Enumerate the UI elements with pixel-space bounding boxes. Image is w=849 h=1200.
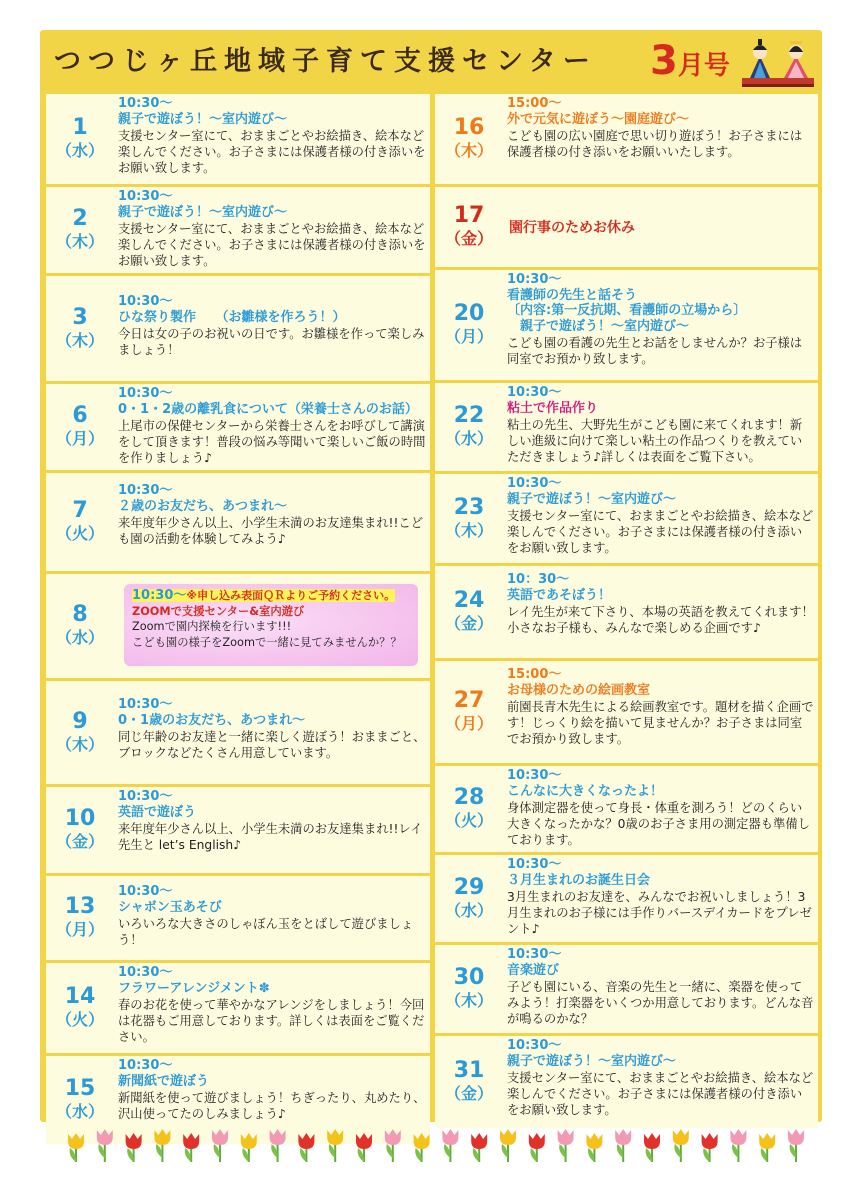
day-entry [435,945,818,1033]
event-description: 来年度年少さん以上、小学生未満のお友達集まれ!!こども園の活動を体験してみよう♪ [118,516,423,546]
tulip-icon [212,1129,228,1162]
event-description: 粘土の先生、大野先生がこども園に来てくれます！新しい進級に向けて楽しい粘土の作品つくりを教えていただきましょう♪詳しくは表面をご覧下さい。 [507,418,803,464]
event-description: いろいろな大きさのしゃぼん玉をとばして遊びましょう！ [118,917,414,947]
day-entry [46,876,430,960]
weekday: （木） [444,141,493,160]
event-time: 10:30～ [132,588,187,603]
event-time: 10:30～ [118,189,173,204]
tulip-icon [270,1129,286,1162]
event-title: ３月生まれのお誕生日会 [507,872,651,888]
weekday: （月） [55,429,104,448]
event-time: 10:30～ [118,294,173,309]
event-title: 0・1・2歳の離乳食について（栄養士さんのお話） [118,401,418,417]
date-label [435,383,503,471]
tulip-icon [126,1133,142,1162]
event-time: 10:30～ [507,947,562,962]
tulip-icon [615,1129,631,1162]
event-title: 親子で遊ぼう！～室内遊び～ [118,204,288,220]
month-suffix: 月号 [677,51,730,81]
month-number: 3 [650,38,678,84]
event-content [507,96,814,160]
day-number: 23 [453,494,485,520]
day-number: 17 [453,203,485,228]
day-entry [46,681,430,784]
day-entry [435,661,818,763]
tulip-icon [730,1129,746,1162]
day-entry [46,276,430,381]
date-label [435,661,503,763]
date-label [46,276,114,381]
event-description: 前園長青木先生による絵画教室です。題材を描く企画です！じっくり絵を描いて見ませんか？お子さまは同室でお預かり致します。 [507,700,814,746]
event-title: ２歳のお友だち、あつまれ～ [118,498,288,514]
event-description: 支援センター室にて、おままごとやお絵描き、絵本など楽しんでください。お子さまには保護者様の付き添いをお願い致します。 [118,222,426,268]
event-content [118,697,426,761]
weekday: （月） [444,714,493,733]
month-label [650,36,730,86]
event-description: 支援センター室にて、おままごとやお絵描き、絵本など楽しんでください。お子さまには保護者様の付き添いをお願い致します。 [118,129,426,175]
weekday: （水） [55,628,104,647]
tulip-icon [241,1133,257,1162]
day-entry [435,474,818,563]
event-title: 0・1歳のお友だち、あつまれ～ [118,712,306,728]
weekday: （水） [444,900,493,920]
reservation-note: ※申し込み表面ＱＲよりご予約ください。 [186,589,396,602]
event-line: こども園の様子をZoomで一緒に見てみませんか？？ [132,635,402,649]
weekday: （木） [444,991,493,1010]
day-number: 16 [453,115,485,140]
day-entry [435,94,818,184]
event-title: こんなに大きくなったよ！ [507,783,664,799]
day-entry [435,383,818,471]
day-entry [435,1036,818,1128]
header [40,30,822,92]
event-time: 10:30～ [118,386,173,401]
event-time: 10:30～ [507,476,562,491]
weekday: （月） [444,327,493,346]
event-title: フラワーアレンジメント✽ [118,980,270,996]
day-number: 10 [64,806,96,831]
day-entry [435,766,818,852]
date-label [46,473,114,571]
weekday: （火） [55,1010,104,1029]
weekday: （火） [55,524,104,543]
event-description: レイ先生が来て下さり、本場の英語を教えてくれます！小さなお子様も、みんなで楽しめる企画です♪ [507,605,814,635]
tulip-icon [356,1133,372,1162]
date-label [435,270,503,380]
event-title: 〔内容:第一反抗期、看護師の立場から〕 [507,303,747,318]
day-entry [46,787,430,873]
tulip-icon [558,1129,574,1162]
weekday: （木） [444,520,493,540]
weekday: （水） [444,429,493,448]
event-title: 英語であそぼう！ [507,587,612,603]
event-content [118,96,426,176]
event-description: こども園の看護の先生とお話をしませんか？お子様は同室でお預かり致します。 [507,336,803,366]
day-number: 31 [453,1058,485,1083]
event-content [118,1058,426,1122]
day-number: 13 [64,894,96,919]
event-title: 外で元気に遊ぼう～園庭遊び～ [507,111,690,127]
tulip-icon [414,1133,430,1162]
date-label [46,94,114,184]
event-content [118,884,426,948]
tulip-icon [183,1133,199,1162]
day-number: 27 [453,688,485,713]
day-entry [46,94,430,184]
weekday: （木） [55,330,104,350]
event-time: 10:30～ [118,789,173,804]
event-content [118,789,426,853]
event-description: 上尾市の保健センターから栄養士さんをお呼びして講演をして頂きます！普段の悩み等聞いて楽しいご飯の時間を作りましょう♪ [118,419,426,465]
event-time: 15:00～ [507,667,562,682]
tulip-icon [327,1129,343,1162]
page-title: つつじヶ丘地域子育て支援センター [54,46,597,77]
event-time: 10:30～ [507,1038,562,1053]
day-number: 3 [72,304,88,330]
weekday: （金） [444,229,493,248]
weekday: （木） [55,232,104,251]
event-description: 3月生まれのお友達を、みんなでお祝いしましょう！3月生まれのお子様には手作りバースデイカードをプレゼント♪ [507,890,812,936]
event-line: Zoomで園内探検を行います!!! [132,620,292,633]
day-entry [46,473,430,571]
event-title: お母様のための絵画教室 [507,682,651,698]
day-entry [435,270,818,380]
event-description: こども園の広い園庭で思い切り遊ぼう！お子さまには保護者様の付き添いをお願いいたします。 [507,129,803,159]
event-content [507,272,814,367]
day-number: 1 [72,115,88,140]
tulip-icon [702,1133,718,1162]
date-label [435,766,503,852]
tulip-icon [586,1133,602,1162]
date-label [46,876,114,960]
event-time: 10:30～ [507,272,562,287]
holiday-notice: 園行事のためお休み [509,220,635,236]
event-title: 粘土で作品作り [507,400,599,416]
tulip-icon [788,1129,804,1162]
day-entry [46,963,430,1053]
event-content [507,572,814,636]
event-title: 親子で遊ぼう！～室内遊び～ [507,1053,677,1069]
tulip-icon [97,1129,113,1162]
event-time: 10:30～ [118,1058,173,1073]
weekday: （木） [55,734,104,754]
weekday: （金） [444,614,493,633]
event-content [507,667,814,747]
event-time: 10:30～ [507,385,562,400]
date-label [46,574,114,678]
event-content [507,385,814,465]
event-description: 春のお花を使って華やかなアレンジをしましょう！今回は花器もご用意しております。詳しくは表面をご覧ください。 [118,998,425,1044]
event-description: 身体測定器を使って身長・体重を測ろう！どのくらい大きくなったかな？0歳のお子さま用の測定器も準備しております。 [507,801,810,847]
event-title: 看護師の先生と話そう [507,287,638,303]
tulip-icon [442,1129,458,1162]
event-content [118,386,426,466]
event-time: 10:30～ [118,96,173,111]
event-description: 今日は女の子のお祝いの日です。お雛様を作って楽しみましょう！ [118,327,425,357]
date-label [435,855,503,942]
event-content [118,189,426,269]
event-time: 10:30～ [118,697,173,712]
event-time: 10:30～ [118,965,173,980]
tulip-icon [471,1133,487,1162]
event-title: 親子で遊ぼう！～室内遊び～ [507,318,690,334]
hina-dolls-icon [740,34,816,88]
event-title: 新聞紙で遊ぼう [118,1073,210,1089]
event-content [118,294,426,358]
event-title: シャボン玉あそび [118,899,222,915]
tulip-icon [298,1133,314,1162]
weekday: （火） [444,811,493,830]
day-number: 7 [72,498,88,523]
tulip-icon [154,1129,170,1162]
date-label [435,945,503,1033]
tulip-icon [673,1129,689,1162]
date-label [46,963,114,1053]
day-entry [435,566,818,658]
tulip-icon [500,1129,516,1162]
event-time: 10:30～ [118,483,173,498]
event-content [507,1038,814,1118]
weekday: （水） [55,141,104,160]
event-time: 10：30～ [507,572,570,587]
event-content [507,857,814,937]
event-description: 支援センター室にて、おままごとやお絵描き、絵本など楽しんでください。お子さまには保護者様の付き添いをお願い致します。 [507,509,814,555]
day-number: 20 [453,301,485,326]
event-content [507,768,814,848]
date-label [435,94,503,184]
event-title: 親子で遊ぼう！～室内遊び～ [118,111,288,127]
day-number: 29 [453,874,485,900]
event-title: ZOOMで支援センター&室内遊び [132,604,305,618]
event-content [118,965,426,1045]
day-entry [435,187,818,267]
day-entry [46,187,430,273]
event-description: 子ども園にいる、音楽の先生と一緒に、楽器を使ってみよう！打楽器をいくつか用意しております。どんな音が鳴るのかな？ [507,980,814,1026]
event-time: 10:30～ [507,857,562,872]
tulip-icon [644,1133,660,1162]
weekday: （金） [444,1084,493,1103]
event-title: 親子で遊ぼう！～室内遊び～ [507,491,677,507]
day-number: 6 [72,403,88,428]
day-entry [46,384,430,470]
tulip-icon [529,1133,545,1162]
day-number: 14 [64,984,96,1009]
event-description: 新聞紙を使って遊びましょう！ちぎったり、丸めたり、沢山使ってたのしみましょう♪ [118,1091,426,1121]
day-number: 30 [453,965,485,990]
event-title: ひな祭り製作 （お雛様を作ろう！） [118,309,346,325]
event-description: 同じ年齢のお友達と一緒に楽しく遊ぼう！おままごと、ブロックなどたくさん用意しています。 [118,730,426,760]
date-label [46,681,114,784]
event-content [507,476,814,556]
event-title: 音楽遊び [507,962,560,978]
zoom-event-box [124,584,418,666]
date-label [435,474,503,563]
event-time: 10:30～ [507,768,562,783]
weekday: （水） [55,1102,104,1121]
date-label [435,566,503,658]
day-number: 24 [453,588,485,613]
event-content [118,483,426,547]
tulip-icon [385,1129,401,1162]
event-title: 英語で遊ぼう [118,804,197,820]
event-content [507,947,814,1027]
event-time: 15:00～ [507,96,562,111]
day-number: 22 [453,403,485,428]
weekday: （月） [55,920,104,939]
day-number: 9 [72,708,88,734]
tulip-border [60,1126,810,1166]
event-description: 支援センター室にて、おままごとやお絵描き、絵本など楽しんでください。お子さまには保護者様の付き添いをお願い致します。 [507,1071,814,1117]
day-number: 8 [72,602,88,627]
date-label [435,1036,503,1128]
date-label [435,187,503,267]
date-label [46,187,114,273]
day-number: 15 [64,1076,96,1101]
tulip-icon [759,1133,775,1162]
event-time: 10:30～ [118,884,173,899]
day-entry [46,574,430,678]
date-label [46,384,114,470]
weekday: （金） [55,832,104,851]
tulip-icon [68,1133,84,1162]
day-number: 2 [72,206,88,231]
day-entry [435,855,818,942]
date-label [46,787,114,873]
event-description: 来年度年少さん以上、小学生未満のお友達集まれ!!レイ先生と let’s English♪ [118,822,423,852]
day-number: 28 [453,785,485,810]
